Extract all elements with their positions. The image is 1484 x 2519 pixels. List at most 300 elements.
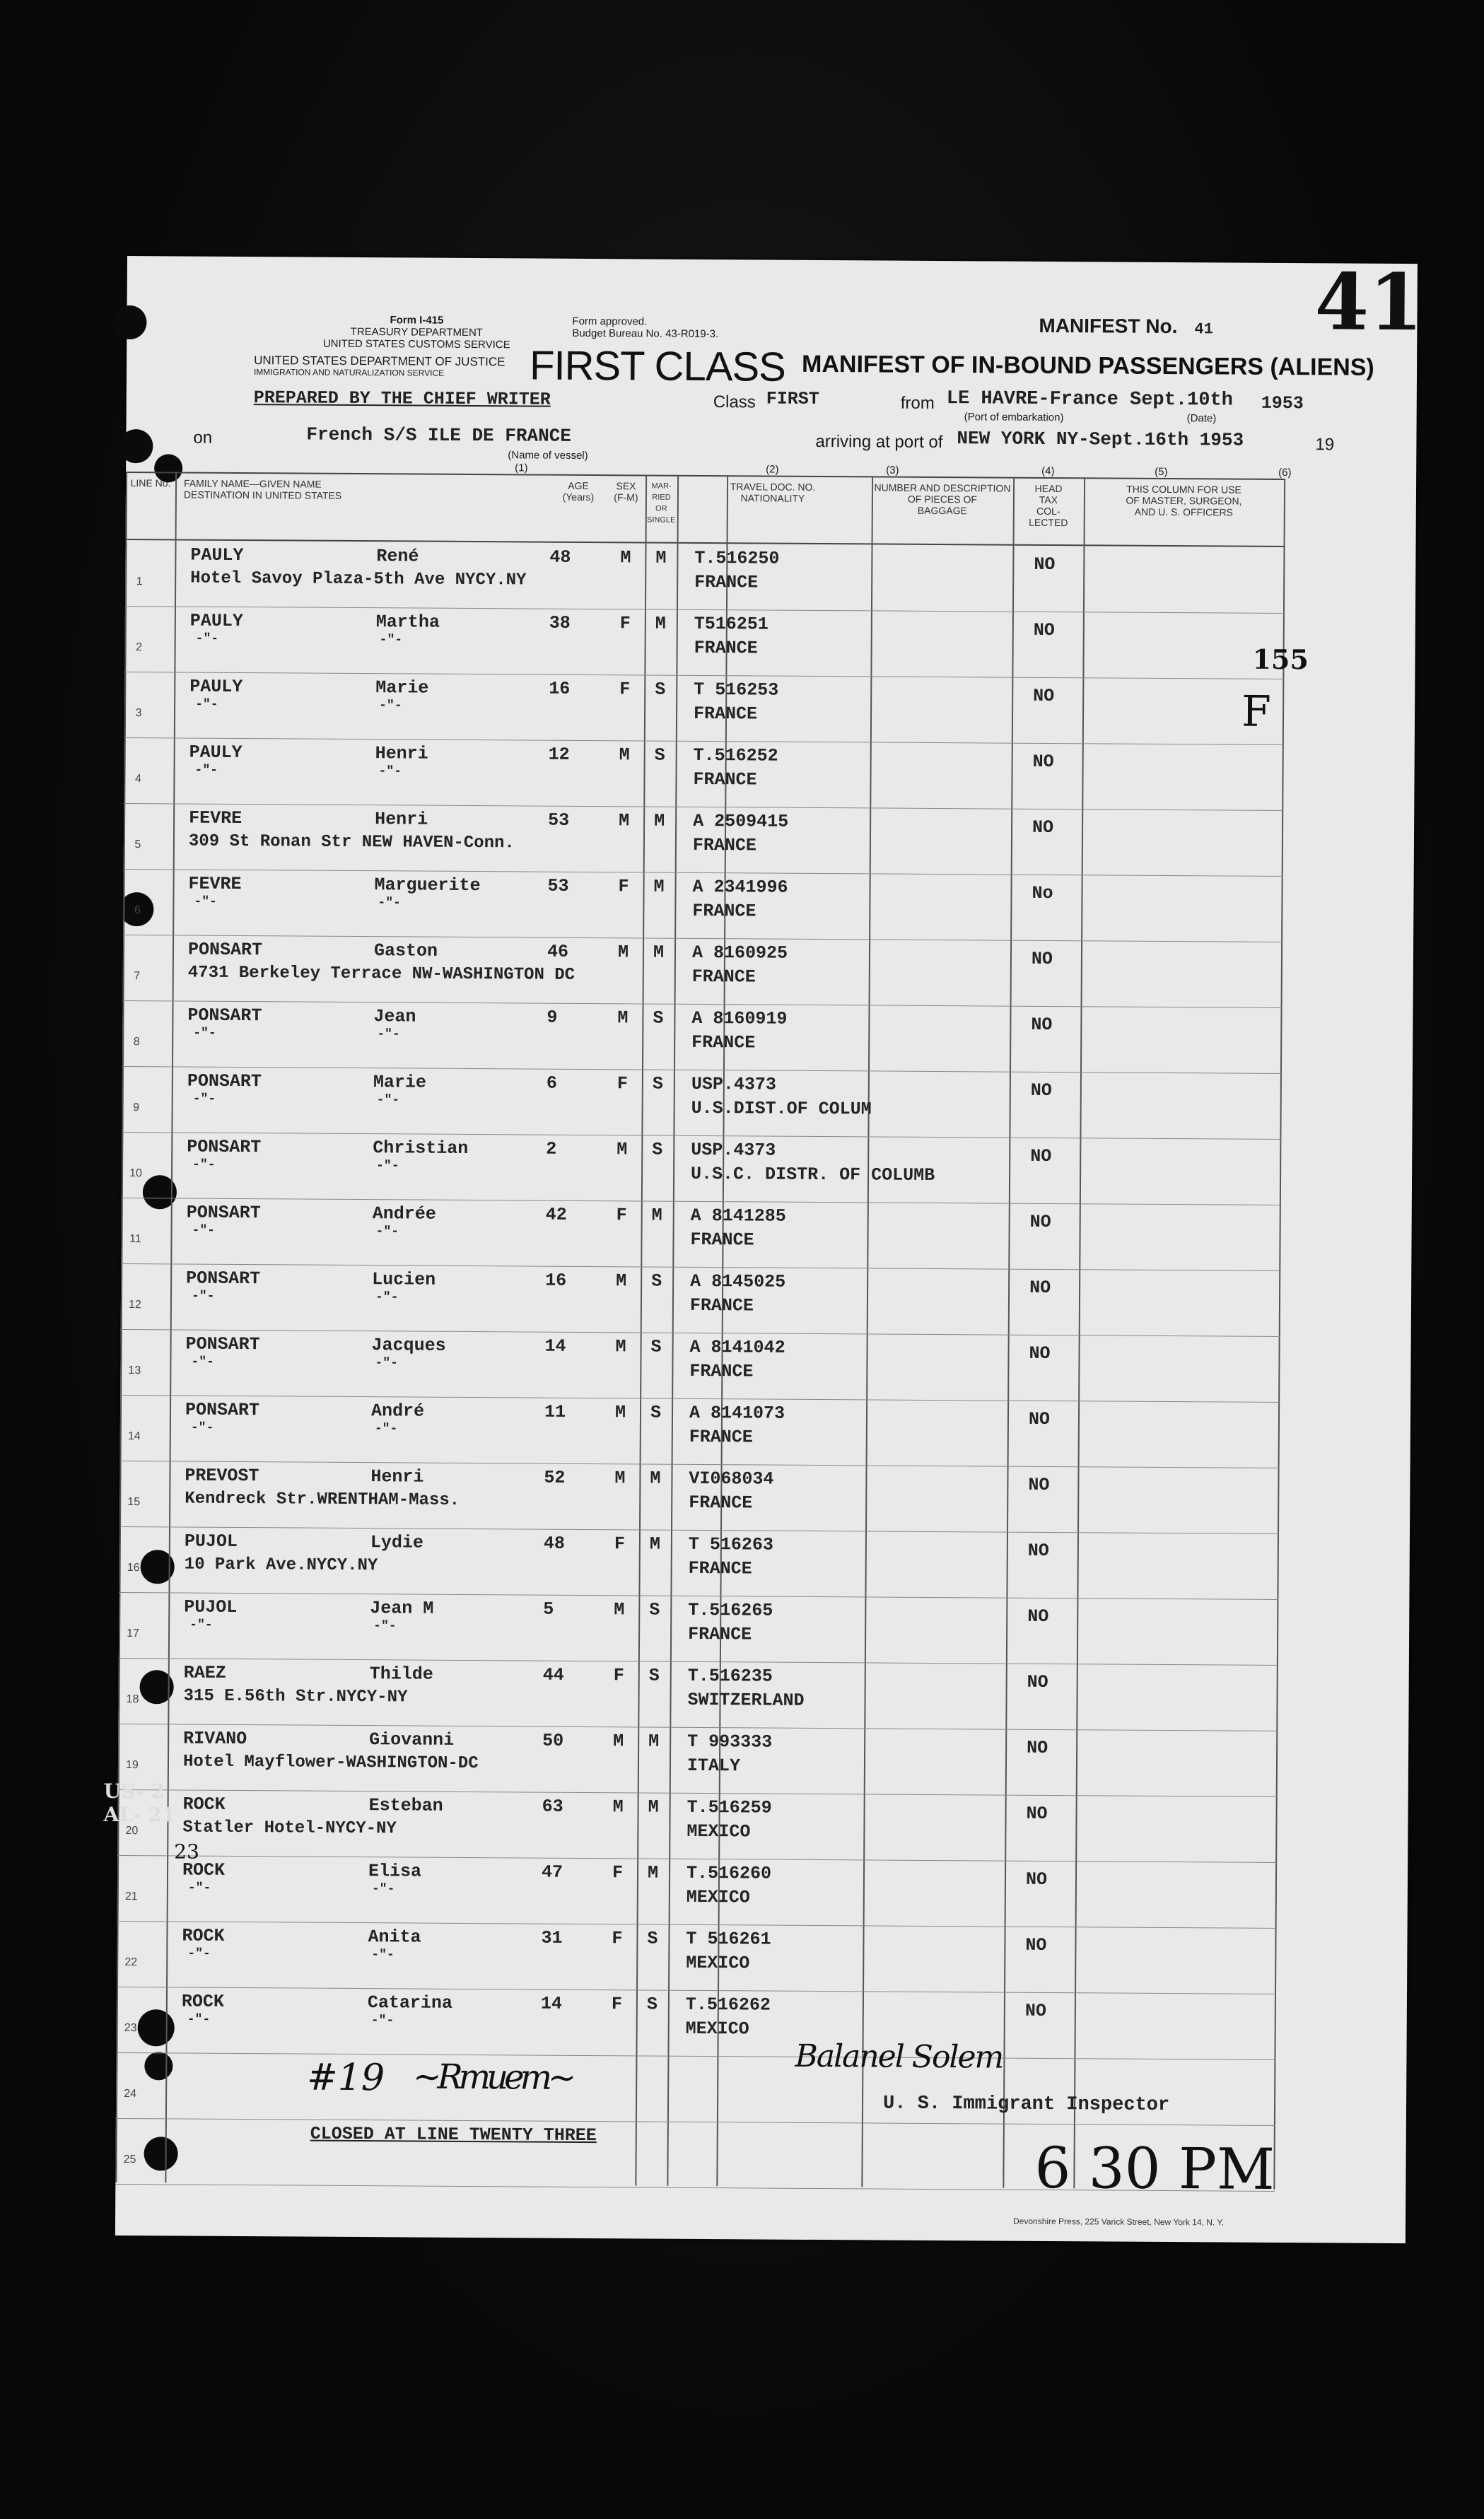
table-row: [124, 737, 1284, 810]
marital-status: S: [653, 1007, 664, 1029]
table-row: [122, 1000, 1283, 1073]
age: 9: [547, 1007, 558, 1028]
nationality: U.S.DIST.OF COLUM: [691, 1097, 872, 1120]
head-tax: NO: [1032, 817, 1054, 838]
col-line-no: LINE No.: [130, 477, 171, 489]
ditto-mark: -"-: [378, 764, 402, 779]
first-class-stamp: FIRST CLASS: [529, 342, 786, 390]
age: 42: [545, 1204, 567, 1225]
given-name: Thilde: [369, 1664, 433, 1685]
marital-status: S: [651, 1270, 662, 1292]
given-name: Gaston: [373, 940, 438, 962]
head-tax: NO: [1027, 1540, 1049, 1561]
given-name: Esteban: [368, 1795, 443, 1816]
ditto-mark: -"-: [194, 894, 217, 909]
marital-status: S: [655, 679, 666, 700]
line-number: 16: [127, 1562, 140, 1574]
manifest-number-typed: 41: [1194, 320, 1213, 339]
year-prefix: 19: [1315, 435, 1335, 455]
travel-doc-number: T.516260: [686, 1862, 772, 1884]
sex: M: [620, 547, 631, 568]
destination: 4731 Berkeley Terrace NW-WASHINGTON DC: [187, 963, 576, 985]
age: 11: [544, 1401, 566, 1422]
sex: M: [617, 1007, 629, 1029]
ditto-mark: -"-: [193, 1026, 216, 1041]
table-row: [117, 1855, 1278, 1928]
given-name: Jean: [373, 1006, 416, 1027]
ditto-mark: -"-: [192, 1092, 216, 1106]
ditto-mark: -"-: [195, 631, 219, 646]
line-number: 14: [127, 1430, 141, 1443]
table-row: [120, 1329, 1280, 1402]
marital-status: M: [647, 1862, 659, 1883]
travel-doc-number: T 516253: [694, 679, 779, 701]
nationality: MEXICO: [686, 1952, 750, 1974]
manifest-number-label: MANIFEST No.: [1039, 314, 1178, 338]
age: 16: [545, 1270, 567, 1291]
form-agency-block: [296, 313, 537, 351]
travel-doc-number: A 8160925: [691, 942, 788, 964]
nationality: FRANCE: [690, 1229, 754, 1251]
head-tax: NO: [1028, 1408, 1051, 1430]
col-sex: SEX (F-M): [614, 480, 638, 503]
marital-status: M: [651, 1205, 662, 1226]
given-name: Andrée: [372, 1203, 436, 1225]
ditto-mark: -"-: [370, 2014, 395, 2028]
customs-label: UNITED STATES CUSTOMS SERVICE: [322, 337, 510, 351]
ditto-mark: -"-: [191, 1289, 215, 1304]
col-number-1: (1): [515, 462, 528, 474]
destination: Kendreck Str.WRENTHAM-Mass.: [185, 1489, 460, 1510]
given-name: Lydie: [370, 1532, 423, 1553]
col-head-tax: HEAD TAX COL- LECTED: [1029, 482, 1068, 529]
sex: M: [613, 1731, 624, 1752]
ditto-mark: -"-: [189, 1618, 213, 1632]
ditto-mark: -"-: [190, 1420, 214, 1435]
line-number: 25: [123, 2153, 136, 2166]
head-tax: NO: [1029, 1277, 1051, 1299]
sex: F: [619, 679, 631, 700]
sex: M: [615, 1336, 626, 1357]
date-caption: (Date): [1186, 412, 1217, 425]
age: 50: [542, 1730, 564, 1751]
age: 16: [549, 678, 571, 699]
age: 52: [544, 1467, 566, 1488]
ditto-mark: -"-: [371, 1882, 395, 1897]
line-number: 7: [134, 970, 141, 983]
marital-status: M: [653, 876, 665, 897]
given-name: Christian: [373, 1138, 469, 1159]
nationality: FRANCE: [689, 1360, 754, 1382]
age: 38: [549, 612, 571, 633]
manifest-number-handwritten: 41: [1314, 256, 1424, 349]
travel-doc-number: A 2509415: [693, 810, 789, 832]
officer-letter: F: [1241, 686, 1271, 737]
line-number: 9: [133, 1101, 140, 1114]
signature-scribble: ~Rmuem~: [413, 2057, 573, 2098]
head-tax: NO: [1033, 685, 1055, 707]
ditto-mark: -"-: [194, 763, 218, 778]
marital-status: M: [653, 942, 665, 963]
sex: F: [616, 1205, 627, 1226]
manifest-title: MANIFEST OF IN-BOUND PASSENGERS (ALIENS): [801, 350, 1374, 381]
nationality: FRANCE: [689, 1426, 753, 1448]
table-row: [121, 1263, 1281, 1336]
officer-number: 155: [1252, 643, 1309, 676]
given-name: Marguerite: [374, 875, 481, 896]
table-row: [122, 1066, 1282, 1139]
line-number: 19: [126, 1759, 139, 1772]
family-name: FEVRE: [189, 807, 243, 829]
tally-al: AL- 21: [103, 1802, 176, 1827]
sex: M: [614, 1599, 625, 1620]
col-married: MAR- RIED OR SINGLE: [647, 481, 676, 525]
line-number: 22: [124, 1956, 138, 1969]
treasury-label: TREASURY DEPARTMENT: [350, 325, 484, 339]
nationality: FRANCE: [691, 1031, 756, 1053]
sex: F: [614, 1533, 625, 1555]
destination: Hotel Mayflower-WASHINGTON-DC: [182, 1752, 479, 1774]
punch-hole: [112, 305, 146, 339]
line-number: 1: [136, 575, 143, 588]
from-label: from: [900, 393, 935, 413]
line-number: 12: [128, 1299, 141, 1311]
sex: M: [612, 1796, 624, 1818]
budget-number: Budget Bureau No. 43-R019-3.: [572, 327, 719, 341]
age: 48: [549, 547, 571, 568]
line-number: 15: [127, 1496, 141, 1509]
family-name: PONSART: [187, 939, 263, 961]
closed-at-line: CLOSED AT LINE TWENTY THREE: [310, 2123, 597, 2146]
doj-block: [254, 354, 551, 380]
family-name: RIVANO: [183, 1728, 247, 1750]
line-number: 13: [128, 1364, 141, 1377]
ditto-mark: -"-: [195, 697, 218, 712]
nationality: FRANCE: [689, 1294, 754, 1316]
closing-note: #19: [307, 2056, 385, 2100]
sex: F: [618, 876, 629, 897]
table-row: [124, 672, 1285, 744]
table-row: [124, 606, 1285, 679]
sex: M: [617, 942, 629, 963]
head-tax: NO: [1031, 948, 1053, 970]
travel-doc-number: T516251: [694, 613, 769, 635]
travel-doc-number: T.516250: [694, 547, 780, 569]
table-row: [119, 1526, 1279, 1599]
travel-doc-number: T 516261: [686, 1928, 771, 1950]
ditto-mark: -"-: [377, 1027, 400, 1042]
travel-doc-number: A 2341996: [692, 876, 788, 898]
family-name: ROCK: [182, 1794, 226, 1815]
family-name: FEVRE: [188, 873, 242, 895]
age: 46: [547, 941, 569, 962]
destination: 10 Park Ave.NYCY.NY: [184, 1555, 378, 1576]
marital-status: S: [652, 1139, 663, 1160]
ditto-mark: -"-: [375, 1356, 398, 1371]
inspector-title: U. S. Immigrant Inspector: [882, 2093, 1170, 2117]
head-tax: NO: [1031, 1014, 1053, 1036]
given-name: Lucien: [372, 1269, 436, 1290]
destination: 309 St Ronan Str NEW HAVEN-Conn.: [188, 831, 515, 853]
family-name: PAULY: [189, 742, 243, 764]
ditto-mark: -"-: [376, 1093, 400, 1108]
marital-status: M: [650, 1468, 661, 1489]
col-baggage: NUMBER AND DESCRIPTION OF PIECES OF BAGGAGE: [874, 481, 1011, 517]
marital-status: S: [652, 1073, 663, 1094]
marital-status: M: [655, 547, 667, 568]
sex: F: [612, 1928, 623, 1949]
head-tax: NO: [1030, 1145, 1052, 1167]
age: 48: [543, 1533, 565, 1554]
line-number: 11: [129, 1233, 141, 1246]
age: 63: [542, 1796, 563, 1817]
travel-doc-number: T.516259: [687, 1796, 772, 1818]
marital-status: S: [646, 1994, 658, 2015]
arriving-label: arriving at port of: [815, 431, 943, 452]
given-name: Elisa: [368, 1861, 422, 1882]
prepared-by: PREPARED BY THE CHIEF WRITER: [253, 387, 551, 410]
closing-time: 6 30 PM: [1034, 2134, 1275, 2202]
line-number: 10: [129, 1167, 143, 1180]
passenger-table: [115, 472, 1285, 2190]
nationality: MEXICO: [687, 1820, 751, 1842]
sex: M: [619, 810, 630, 831]
col-number-5: (5): [1155, 465, 1168, 478]
given-name: André: [370, 1401, 425, 1422]
table-row: [123, 935, 1283, 1007]
form-approval: Form approved.: [572, 315, 648, 328]
family-name: PONSART: [187, 1136, 262, 1158]
table-row: [121, 1198, 1281, 1270]
travel-doc-number: USP.4373: [691, 1073, 776, 1095]
table-row: [116, 1987, 1276, 2059]
sex: M: [616, 1270, 627, 1292]
ditto-mark: -"-: [378, 896, 401, 911]
ditto-mark: -"-: [192, 1223, 216, 1238]
ditto-mark: -"-: [192, 1157, 216, 1172]
ditto-mark: -"-: [376, 1159, 399, 1174]
head-tax: NO: [1029, 1211, 1051, 1233]
col-age: AGE (Years): [562, 479, 595, 503]
family-name: PONSART: [185, 1399, 260, 1421]
vessel-caption: (Name of vessel): [508, 449, 588, 462]
manifest-page: [103, 256, 1424, 2243]
family-name: RAEZ: [183, 1662, 226, 1683]
inspector-signature: Balanel Solem: [795, 2038, 1003, 2076]
col-number-6: (6): [1278, 466, 1292, 479]
table-row: [117, 1789, 1278, 1862]
sex: F: [611, 1994, 623, 2015]
line-number: 2: [136, 641, 143, 654]
ditto-mark: -"-: [379, 633, 403, 648]
head-tax: NO: [1027, 1606, 1049, 1627]
col-travel-doc: TRAVEL DOC. NO. NATIONALITY: [730, 481, 816, 504]
nationality: FRANCE: [688, 1557, 752, 1579]
col-officer-use: THIS COLUMN FOR USE OF MASTER, SURGEON, AND U. S. OFFICERS: [1126, 483, 1242, 518]
head-tax: NO: [1032, 751, 1054, 773]
sex: F: [619, 613, 631, 634]
nationality: FRANCE: [692, 900, 756, 922]
age: 2: [546, 1138, 557, 1159]
printer-credit: Devonshire Press, 225 Varick Street, New York 14, N. Y.: [1013, 2216, 1225, 2228]
family-name: ROCK: [182, 1859, 226, 1881]
line-number: 6: [134, 904, 141, 917]
family-name: PUJOL: [184, 1531, 238, 1552]
family-name: PONSART: [186, 1268, 261, 1290]
age: 14: [540, 1993, 563, 2014]
marital-status: S: [648, 1665, 660, 1686]
given-name: Henri: [375, 809, 428, 830]
given-name: Henri: [375, 743, 428, 764]
line-number: 5: [134, 838, 141, 851]
nationality: FRANCE: [693, 768, 757, 790]
family-name: PAULY: [189, 676, 243, 698]
given-name: Henri: [370, 1466, 424, 1488]
given-name: Giovanni: [369, 1729, 455, 1751]
age: 53: [547, 875, 569, 896]
sex: F: [612, 1862, 624, 1883]
nationality: ITALY: [687, 1755, 741, 1777]
line-number: 21: [124, 1890, 138, 1903]
col-number-3: (3): [886, 464, 899, 477]
age: 44: [542, 1664, 564, 1685]
table-row: [118, 1658, 1278, 1731]
marital-status: M: [655, 613, 666, 634]
ditto-mark: -"-: [187, 1881, 211, 1895]
destination: 315 E.56th Str.NYCY-NY: [183, 1686, 408, 1707]
destination: Statler Hotel-NYCY-NY: [182, 1818, 397, 1839]
head-tax: NO: [1027, 1671, 1048, 1693]
nationality: MEXICO: [686, 1886, 750, 1908]
ditto-mark: -"-: [187, 2012, 211, 2027]
family-name: PREVOST: [185, 1465, 259, 1487]
given-name: Catarina: [367, 1992, 453, 2014]
class-value: FIRST: [766, 388, 819, 409]
ditto-mark: -"-: [371, 1948, 395, 1963]
family-name: PONSART: [187, 1005, 262, 1027]
age: 5: [543, 1599, 554, 1620]
marital-status: S: [654, 744, 665, 766]
head-tax: No: [1032, 882, 1053, 904]
doj-label: UNITED STATES DEPARTMENT OF JUSTICE: [254, 353, 506, 369]
punch-hole: [119, 429, 153, 463]
given-name: Marie: [375, 677, 429, 699]
sex: M: [614, 1468, 626, 1489]
nationality: FRANCE: [694, 637, 758, 659]
travel-doc-number: T 516263: [688, 1533, 774, 1555]
head-tax: NO: [1029, 1343, 1051, 1364]
sex: M: [619, 744, 630, 766]
col-number-4: (4): [1041, 464, 1055, 478]
sex: F: [617, 1073, 628, 1094]
marital-status: M: [648, 1796, 659, 1818]
age: 31: [541, 1927, 563, 1948]
travel-doc-number: A 8141073: [689, 1402, 785, 1424]
head-tax: NO: [1033, 619, 1055, 641]
ditto-mark: -"-: [375, 1225, 399, 1239]
age: 14: [544, 1336, 566, 1357]
tally-total: 23: [174, 1840, 199, 1864]
given-name: Martha: [375, 612, 440, 633]
head-tax: NO: [1025, 1869, 1048, 1890]
nationality: FRANCE: [694, 571, 759, 593]
head-tax: NO: [1026, 1803, 1048, 1824]
travel-doc-number: A 8145025: [690, 1270, 786, 1292]
nationality: MEXICO: [685, 2018, 749, 2040]
ditto-mark: -"-: [374, 1422, 398, 1437]
travel-doc-number: A 8141285: [690, 1205, 786, 1227]
head-tax: NO: [1025, 1934, 1047, 1956]
tally-us: US- 2: [103, 1779, 165, 1804]
marital-status: M: [648, 1731, 660, 1752]
head-tax: NO: [1024, 2000, 1046, 2021]
year-suffix: 1953: [1261, 392, 1304, 414]
line-number: 23: [124, 2022, 137, 2035]
nationality: U.S.C. DISTR. OF COLUMB: [690, 1163, 935, 1186]
line-number: 8: [133, 1036, 140, 1048]
on-label: on: [193, 428, 213, 448]
line-number: 20: [125, 1825, 139, 1837]
nationality: SWITZERLAND: [687, 1689, 805, 1711]
marital-status: M: [649, 1533, 660, 1555]
ditto-mark: -"-: [375, 1290, 399, 1305]
travel-doc-number: T 993333: [687, 1731, 773, 1753]
destination: Hotel Savoy Plaza-5th Ave NYCY.NY: [190, 568, 527, 590]
port-caption: (Port of embarkation): [964, 411, 1064, 424]
arrival-port-date: NEW YORK NY-Sept.16th 1953: [957, 428, 1244, 451]
table-row: [120, 1395, 1280, 1468]
sex: M: [614, 1402, 626, 1423]
table-row: [117, 1921, 1277, 1994]
table-row: [119, 1592, 1279, 1665]
embarkation-port: LE HAVRE-France Sept.10th: [946, 388, 1233, 411]
ditto-mark: -"-: [379, 699, 402, 713]
travel-doc-number: USP.4373: [691, 1139, 776, 1161]
line-number: 4: [134, 773, 141, 785]
family-name: ROCK: [182, 1925, 225, 1946]
table-row: [122, 1132, 1282, 1205]
age: 12: [548, 744, 570, 765]
family-name: PONSART: [187, 1070, 262, 1092]
ditto-mark: -"-: [373, 1619, 397, 1634]
table-row: [119, 1461, 1280, 1533]
given-name: Marie: [373, 1072, 426, 1093]
form-approval-block: [572, 315, 812, 341]
ditto-mark: -"-: [191, 1355, 214, 1369]
family-name: ROCK: [181, 1991, 225, 2012]
form-number: Form I-415: [390, 314, 444, 327]
given-name: Jean M: [370, 1598, 434, 1619]
col-name: FAMILY NAME—GIVEN NAME DESTINATION IN UNITED STATES: [183, 477, 342, 501]
line-number: 3: [135, 707, 142, 720]
head-tax: NO: [1030, 1080, 1052, 1101]
family-name: PUJOL: [184, 1596, 238, 1618]
nationality: FRANCE: [689, 1492, 753, 1514]
nationality: FRANCE: [691, 966, 756, 988]
travel-doc-number: A 8141042: [689, 1336, 785, 1358]
marital-status: M: [654, 810, 665, 831]
marital-status: S: [649, 1599, 660, 1620]
travel-doc-number: T.516235: [687, 1665, 773, 1687]
table-row: [125, 540, 1285, 613]
table-row: [124, 803, 1284, 876]
given-name: Anita: [368, 1927, 421, 1948]
given-name: René: [376, 546, 419, 567]
travel-doc-number: T.516262: [685, 1994, 771, 2016]
age: 47: [541, 1862, 563, 1883]
line-number: 24: [124, 2088, 137, 2100]
nationality: FRANCE: [693, 703, 758, 725]
